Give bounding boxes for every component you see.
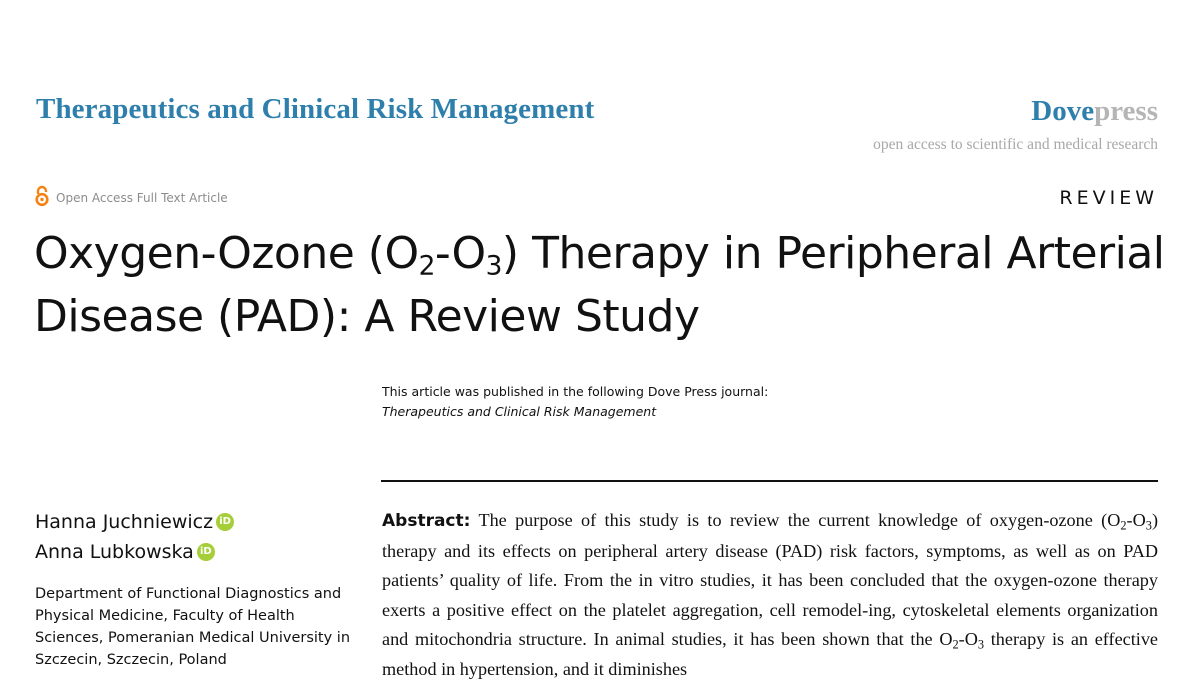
publication-note (382, 382, 768, 422)
published-journal-name: Therapeutics and Clinical Risk Management (382, 404, 657, 419)
title-text: ) Therapy in Peripheral Arterial Disease (PAD): A Review Study (34, 228, 1165, 342)
open-access-badge (35, 185, 228, 211)
brand-secondary: press (1094, 95, 1158, 127)
abstract-subscript: 3 (977, 637, 985, 652)
orcid-icon[interactable]: iD (216, 513, 234, 531)
abstract-subscript: 2 (1120, 518, 1127, 533)
abstract-label: Abstract: (382, 511, 471, 531)
orcid-icon[interactable]: iD (197, 543, 215, 561)
dovepress-logo (1031, 95, 1158, 128)
abstract-text: The purpose of this study is to review the current knowledge of oxygen-ozone (O (470, 510, 1121, 530)
published-note-text: This article was published in the following Dove Press journal: (382, 384, 769, 399)
abstract-subscript: 2 (952, 637, 959, 652)
abstract (382, 506, 1158, 684)
brand-primary: Dove (1031, 95, 1095, 127)
journal-title: Therapeutics and Clinical Risk Management (36, 93, 595, 125)
author-entry (35, 507, 234, 537)
abstract-subscript: 3 (1145, 518, 1152, 533)
author-list (35, 507, 234, 567)
author-name[interactable]: Hanna Juchniewicz (35, 511, 214, 533)
article-title (34, 222, 1174, 348)
title-text: -O (434, 228, 486, 279)
abstract-text: ) therapy and its effects on peripheral artery disease (PAD) risk factors, symptoms, as well as on PAD patients’ quality of life. From the in vitro studies, it has been concluded that the oxygen-ozone therapy exerts a positive effect on the platelet aggregation, cell remodel-ing, cytoskeletal elements organization and mitochondria structure. In animal studies, it has been shown that the O (382, 510, 1158, 649)
author-entry (35, 537, 234, 567)
article-type: REVIEW (1059, 187, 1158, 209)
title-subscript: 3 (485, 250, 502, 282)
open-access-label: Open Access Full Text Article (56, 191, 228, 205)
section-divider (381, 480, 1158, 482)
abstract-text: -O (958, 629, 978, 649)
abstract-text: -O (1126, 510, 1146, 530)
abstract-text: therapy is an effective method in hypertension, and it diminishes (382, 629, 1158, 679)
open-access-lock-icon (35, 185, 49, 211)
brand-tagline: open access to scientific and medical research (873, 136, 1158, 153)
author-name[interactable]: Anna Lubkowska (35, 541, 194, 563)
title-subscript: 2 (418, 250, 435, 282)
author-affiliation: Department of Functional Diagnostics and Physical Medicine, Faculty of Health Sciences, Pomeranian Medical University in Szczecin, Szczecin, Poland (35, 586, 351, 668)
title-text: Oxygen-Ozone (O (34, 228, 419, 279)
